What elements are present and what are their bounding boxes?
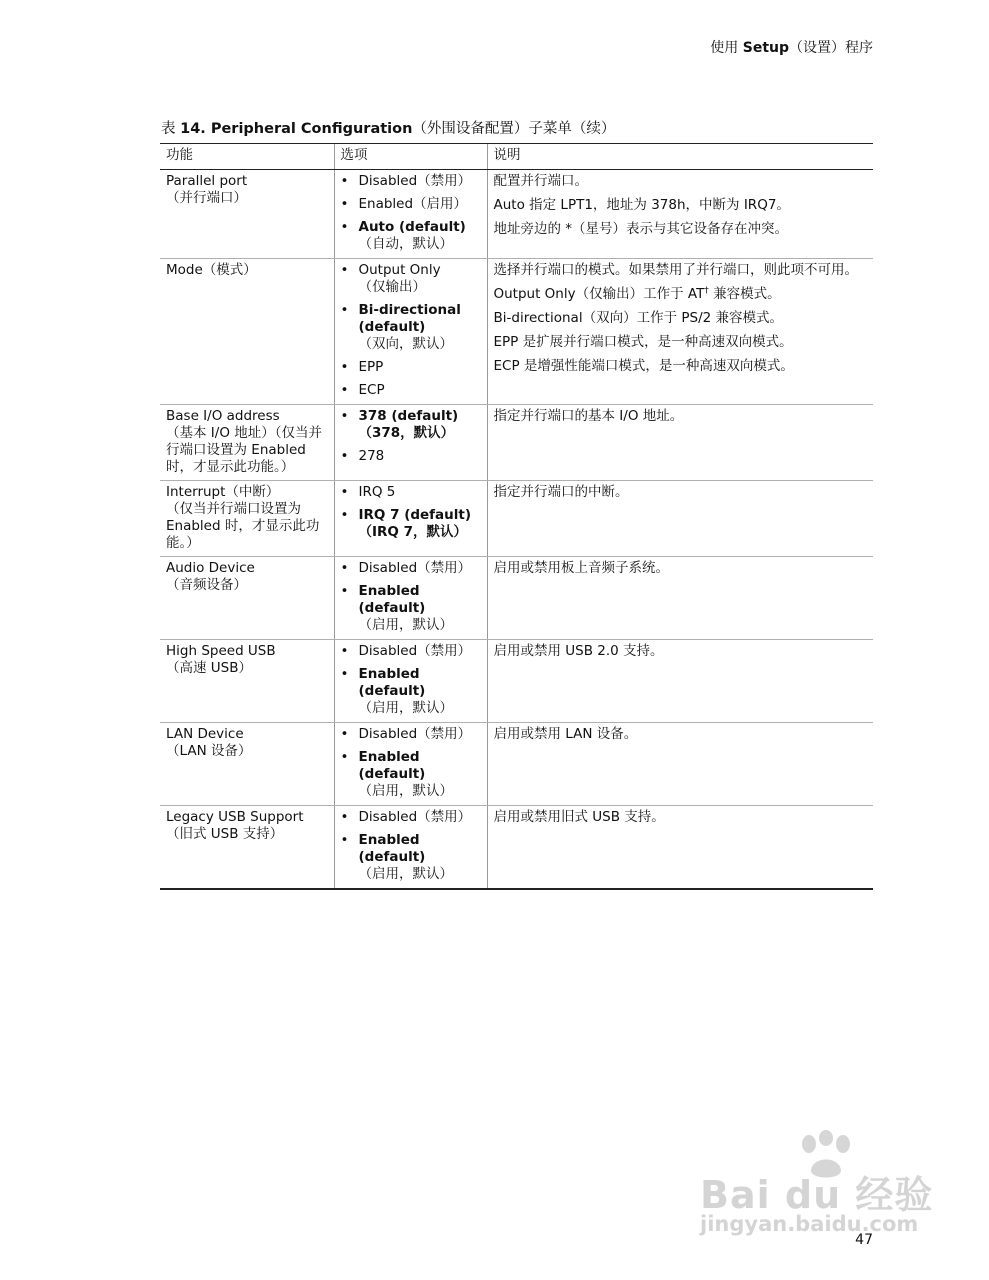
- option-item: [341, 583, 481, 634]
- caption-title: 14. Peripheral Configuration: [180, 121, 413, 137]
- options-list: [341, 643, 481, 717]
- options-list: [341, 560, 481, 634]
- description-cell: [487, 170, 873, 259]
- feature-note: （高速 USB）: [166, 660, 253, 676]
- option-label: Enabled (default): [358, 583, 426, 616]
- option-item: [341, 643, 481, 660]
- bullet-icon: •: [340, 484, 349, 500]
- bullet-icon: •: [340, 262, 349, 278]
- option-label: 378 (default): [358, 408, 459, 424]
- option-item: [341, 832, 481, 883]
- option-item: [341, 666, 481, 717]
- description-text: 指定并行端口的中断。: [493, 484, 629, 500]
- option-item: [341, 359, 481, 376]
- option-label: 278: [358, 448, 385, 464]
- description-text: 启用或禁用旧式 USB 支持。: [493, 809, 665, 825]
- option-item: [341, 196, 481, 213]
- table-caption: [161, 117, 615, 138]
- bullet-icon: •: [340, 173, 349, 189]
- header-options: 选项: [334, 144, 487, 170]
- feature-name: High Speed USB: [166, 643, 276, 659]
- option-item: [341, 262, 481, 296]
- bullet-icon: •: [340, 408, 349, 424]
- bullet-icon: •: [340, 832, 349, 848]
- feature-name: Interrupt（中断）: [166, 484, 280, 500]
- feature-name: Parallel port: [166, 173, 248, 189]
- options-cell: [334, 723, 487, 806]
- options-cell: [334, 170, 487, 259]
- option-label: Enabled (default): [358, 749, 426, 782]
- table-row: [160, 640, 873, 723]
- option-label: IRQ 5: [358, 484, 396, 500]
- option-label: Enabled（启用）: [358, 196, 468, 212]
- table-row: [160, 170, 873, 259]
- options-cell: [334, 557, 487, 640]
- option-label: ECP: [358, 382, 385, 398]
- description-text: Auto 指定 LPT1，地址为 378h，中断为 IRQ7。: [493, 197, 790, 213]
- feature-name: Mode（模式）: [166, 262, 257, 278]
- option-item: [341, 219, 481, 253]
- feature-note: （LAN 设备）: [166, 743, 252, 759]
- table-row: [160, 557, 873, 640]
- option-label: Disabled（禁用）: [358, 173, 472, 189]
- option-item: [341, 302, 481, 353]
- bullet-icon: •: [340, 643, 349, 659]
- feature-note: （音频设备）: [166, 577, 247, 593]
- header-feature: 功能: [160, 144, 334, 170]
- option-label: Auto (default): [358, 219, 466, 235]
- description-text: 选择并行端口的模式。如果禁用了并行端口，则此项不可用。: [493, 262, 858, 278]
- running-header-prefix: 使用: [710, 40, 743, 56]
- options-list: [341, 809, 481, 883]
- bullet-icon: •: [340, 507, 349, 523]
- option-item: [341, 560, 481, 577]
- feature-note: （仅当并行端口设置为 Enabled 时，才显示此功能。）: [166, 501, 320, 551]
- description-text: 指定并行端口的基本 I/O 地址。: [493, 408, 684, 424]
- feature-name: Base I/O address: [166, 408, 280, 424]
- options-cell: [334, 481, 487, 557]
- option-item: [341, 749, 481, 800]
- options-list: [341, 726, 481, 800]
- description-text: 启用或禁用板上音频子系统。: [493, 560, 669, 576]
- option-translation: （启用，默认）: [358, 866, 453, 882]
- running-header-bold: Setup: [742, 40, 789, 56]
- option-item: [341, 173, 481, 190]
- description-text: 配置并行端口。: [493, 173, 588, 189]
- watermark-url: jingyan.baidu.com: [700, 1212, 919, 1236]
- option-label: Output Only: [358, 262, 441, 278]
- option-label: Disabled（禁用）: [358, 560, 472, 576]
- option-item: [341, 726, 481, 743]
- description-text: [494, 286, 868, 303]
- caption-suffix: （外围设备配置）子菜单（续）: [412, 121, 616, 137]
- option-translation: （双向，默认）: [358, 336, 453, 352]
- feature-cell: [160, 806, 334, 890]
- table-row: [160, 259, 873, 405]
- description-cell: [487, 806, 873, 890]
- description-text: Bi-directional（双向）工作于 PS/2 兼容模式。: [493, 310, 783, 326]
- option-translation: （启用，默认）: [358, 617, 453, 633]
- option-label: Disabled（禁用）: [358, 643, 472, 659]
- dagger-footnote-mark: †: [704, 286, 709, 296]
- feature-cell: [160, 170, 334, 259]
- option-item: [341, 507, 481, 541]
- table-header-row: [160, 144, 873, 170]
- options-cell: [334, 806, 487, 890]
- table-row: [160, 481, 873, 557]
- table-row: [160, 723, 873, 806]
- description-text-part: Output Only（仅输出）工作于 AT: [493, 286, 705, 302]
- options-cell: [334, 259, 487, 405]
- feature-note: （并行端口）: [166, 190, 247, 206]
- option-label: Enabled (default): [358, 666, 426, 699]
- watermark-brand: Bai du 经验: [700, 1173, 934, 1217]
- feature-note: （旧式 USB 支持）: [166, 826, 284, 842]
- baidu-jingyan-watermark: [700, 1130, 940, 1245]
- feature-name: LAN Device: [166, 726, 244, 742]
- option-label: Disabled（禁用）: [358, 809, 472, 825]
- bullet-icon: •: [340, 219, 349, 235]
- table-row: [160, 806, 873, 890]
- description-cell: [487, 640, 873, 723]
- bullet-icon: •: [340, 560, 349, 576]
- page-number: 47: [855, 1232, 873, 1248]
- feature-cell: [160, 557, 334, 640]
- option-item: [341, 382, 481, 399]
- description-text: 地址旁边的 *（星号）表示与其它设备存在冲突。: [493, 221, 789, 237]
- option-translation: （启用，默认）: [358, 700, 453, 716]
- options-list: [341, 173, 481, 253]
- options-cell: [334, 405, 487, 481]
- description-cell: [487, 259, 873, 405]
- option-translation: （IRQ 7，默认）: [358, 524, 467, 540]
- option-label: Enabled (default): [358, 832, 426, 865]
- bullet-icon: •: [340, 749, 349, 765]
- option-label: Bi-directional (default): [358, 302, 461, 335]
- bullet-icon: •: [340, 448, 349, 464]
- option-translation: （启用，默认）: [358, 783, 453, 799]
- description-cell: [487, 405, 873, 481]
- option-label: Disabled（禁用）: [358, 726, 472, 742]
- feature-name: Audio Device: [166, 560, 255, 576]
- option-item: [341, 448, 481, 465]
- bullet-icon: •: [340, 302, 349, 318]
- bullet-icon: •: [340, 809, 349, 825]
- description-cell: [487, 723, 873, 806]
- bullet-icon: •: [340, 382, 349, 398]
- bullet-icon: •: [340, 726, 349, 742]
- header-description: 说明: [487, 144, 873, 170]
- feature-cell: [160, 259, 334, 405]
- bullet-icon: •: [340, 583, 349, 599]
- description-text: EPP 是扩展并行端口模式，是一种高速双向模式。: [493, 334, 793, 350]
- option-item: [341, 408, 481, 442]
- running-header: [710, 37, 873, 57]
- bullet-icon: •: [340, 196, 349, 212]
- options-list: [341, 408, 481, 465]
- feature-cell: [160, 640, 334, 723]
- feature-cell: [160, 481, 334, 557]
- options-list: [341, 262, 481, 399]
- peripheral-config-table: [160, 143, 873, 890]
- feature-name: Legacy USB Support: [166, 809, 304, 825]
- feature-cell: [160, 405, 334, 481]
- option-translation: （378，默认）: [358, 425, 455, 441]
- running-header-suffix: （设置）程序: [789, 40, 873, 56]
- bullet-icon: •: [340, 359, 349, 375]
- option-translation: （仅输出）: [358, 279, 426, 295]
- description-cell: [487, 481, 873, 557]
- caption-prefix: 表: [161, 121, 181, 137]
- feature-note: （基本 I/O 地址）（仅当并行端口设置为 Enabled 时，才显示此功能。）: [166, 425, 322, 475]
- bullet-icon: •: [340, 666, 349, 682]
- description-text: ECP 是增强性能端口模式，是一种高速双向模式。: [493, 358, 794, 374]
- description-text: 启用或禁用 LAN 设备。: [493, 726, 638, 742]
- table-row: [160, 405, 873, 481]
- options-list: [341, 484, 481, 541]
- description-cell: [487, 557, 873, 640]
- option-label: EPP: [358, 359, 384, 375]
- option-item: [341, 484, 481, 501]
- description-text-tail: 兼容模式。: [708, 286, 781, 302]
- description-text: 启用或禁用 USB 2.0 支持。: [493, 643, 664, 659]
- option-label: IRQ 7 (default): [358, 507, 472, 523]
- options-cell: [334, 640, 487, 723]
- option-item: [341, 809, 481, 826]
- option-translation: （自动，默认）: [358, 236, 453, 252]
- feature-cell: [160, 723, 334, 806]
